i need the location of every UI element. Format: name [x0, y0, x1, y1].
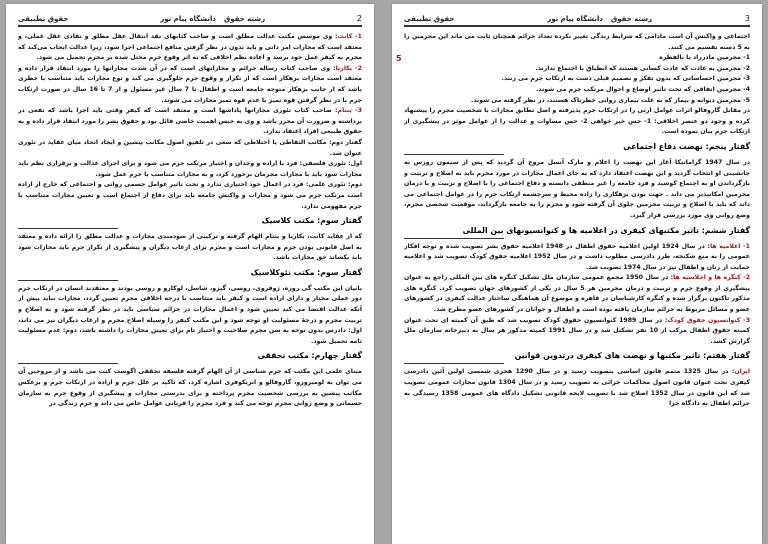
paragraph-text: اجتماعی و واکنش آن است مادامی که شرایط زندگی تغییر نکرده تعداد جرائم همچنان ثابت می ماند این مجرمین را به 5 دسته تقسیم می کنند. — [404, 33, 750, 51]
header-university: دانشگاه پیام نور — [160, 14, 216, 23]
paragraph-text: گفتار دوم: مکاتب التقاطی یا اختلاطی که سعی در تلفیق اصول مکاتب پیشین و ایجاد اتحاد میان عقاید در تئوری عنوان شد. — [18, 138, 362, 157]
header-course: حقوق تطبیقی — [403, 14, 455, 23]
heading-underline — [404, 238, 504, 239]
heading-underline — [404, 154, 504, 155]
paragraph-text: بانیان این مکتب گی روزه، ژوفروی، روسی، گیزو، شاسل، لوکارو و روسی بودند و معتقدند انسان در ارتکاب جرم دور عملی مختار و دارای اراده است و کیفر باید متناسب با درجه اخلاقی مجرم تعیین گردد، مجازات نباید بیش از آنکه عدالت اقتضا می کند تعیین شود و اعمال مجازات در جرائم سیاسی باید در نظر گرفته شود و به اصلاح و تربیت مجرم و درجهٔ مسئولیت او توجه شود و این مکتب کیفر را وسیله اصلاح مجرم و ارعاب دیگران نیز می داند، اول: دادرس بدون توجه به سن مجرم صلاحیت و اختیار تام برای تعیین مجازات را داشته باشد، دوم: عدم مسئولیت تامه تحمیل شود. — [18, 284, 362, 345]
paragraph — [18, 232, 362, 264]
paragraph — [18, 138, 362, 159]
paragraph-text: : وی صاحب کتاب رساله جرائم و مجازاتهای است که در آن شدت مجازاتها را مورد انتقاد قرار داده و معتقد است مجازات بزهکار است که از تکرار و وقوع جرم جلوگیری می کند و نوع مجازات باید متناسب با خطری باشد که از جانب بزهکار متوجه جامعه است و اطفال تا 7 سال غیر مسئول و از 7 تا 16 سال در صورت ارتکاب جرم با در نظر گرفتن قوه تمیز یا عدم قوه تمیز مجازات می شوند. — [18, 64, 362, 104]
page-header — [404, 12, 750, 27]
paragraph-text: 2- مجرمین به عادت که عادت کسانی هستند که انطباق با اجتماع ندارند. — [535, 64, 750, 72]
header-university: دانشگاه پیام نور — [547, 14, 603, 23]
paragraph-lead: 3- کنوانسیون حقوق کودک — [667, 316, 750, 324]
paragraph — [404, 53, 750, 64]
heading-underline — [18, 280, 118, 281]
section-heading: گفتار سوم: مکتب کلاسیک — [261, 216, 362, 226]
page-left — [6, 4, 374, 544]
paragraph-text: 1- مجرمین مادرزاد یا بالفطره — [659, 54, 750, 62]
margin-number: 5 — [396, 54, 402, 63]
header-major: رشته حقوق — [223, 14, 266, 23]
paragraph — [18, 106, 362, 138]
section-heading: گفتار پنجم: نهضت دفاع اجتماعی — [623, 141, 750, 151]
paragraph-text: اول: تئوری فلسفی: فرد با اراده و وجدان و اختیار مرتکب جرم می شود و برای اجرای عدالت و برقراری نظم باید مجازات شود باید با مجازات مجرمان برخورد کرد، و به مجازات متناسب با جرم عمل شود. — [18, 160, 362, 178]
paragraph — [404, 158, 750, 222]
paragraph-text: در سال 1947 گراماتیکا آغاز این نهضت را اعلام و مارک آنسل مروج آن گردید که پس از سیمون روزس به جانشینی او انتخاب گردید و این نهضت اعتقاد دارد که به جای اعمال مجازات در مورد مجرم باید به اصلاح و تربیت و بازگرداندن او به اجتماع کوشید و فرد جامعه را غیر منطقی دانسته و دفاع اجتماعی را با اصلاح و تربیت و با درمان مجرمین امکانپذیر می داند . جهت بودن بزهکاری را زاده محیط و سرچشمه ارتکاب جرم را در عوامل اجتماعی می داند که باید با اصلاح و تربیت مجرمین جلوی آن گرفته شود و مجرم را به جامعه بازگرداند، موقعیت شخصی مجرم، وضع روانی وی مورد بررسی قرار گیرد. — [404, 158, 750, 219]
paragraph — [404, 273, 750, 315]
paragraph-text: : در سال 1950 مجمع عمومی سازمان ملل تشکیل کنگره های بین المللی راجع به عنوان پیشگیری از وقوع جرم و تربیت و درمان مجرمین هر 5 سال در یکی از کشورهای جهان تصویب کرد. کنگره های مذکور تاکنون برگزار شده و کنگره کارشناسان در قاهره و موضوع آن هماهنگی ساختار عدالت کیفری در کشورهای عضو و مسائل مربوط به جرائم سازمان یافته بوده است و اطفال و جوانان در کشورهای عضو مطرح شد. — [404, 274, 750, 314]
paragraph — [18, 32, 362, 64]
paragraph-text: : صاحب کتاب تئوری مجازاتها پاداشها است و معتقد است که کیفر وقتی باید اجرا باشد که نفعی در برداشته و ضرورت آن محرز باشد و وی به حبس اهمیت خاصی قائل بود و حقوق بشر را مورد انتقاد قرار داده و به حقوق طبیعی افراد اعتقاد ندارد. — [18, 107, 362, 136]
heading-underline — [18, 363, 118, 364]
paragraph-text: در مقابل گاروفالو اثرات عوامل ارثی را در ارتکاب جرم پذیرفته و اصل تطابق مجازات با شخصیت مجرم را پیشنهاد کرده و وجود دو عنصر اخلاقی: 1- حس خیر خواهی 2- حس مساوات و عدالت را از عوامل موثر در پیشگیری از ارتکاب جرم بیان نموده است. — [404, 107, 750, 136]
paragraph-lead: 2- بکاریا — [335, 64, 362, 72]
paragraph-lead: 1- کانت — [337, 33, 362, 40]
paragraph — [18, 180, 362, 212]
heading-underline — [18, 228, 118, 229]
paragraph-text: مبنای علمی این مکتب که جرم شناسی از آن الهام گرفته فلسفه تحققی اگوست کنت می باشد و از مروجین آن می توان به لومبروزو، گاروفالو و انریکوفری اشاره کرد، که تاکید بر علل جرم و اراده در ارتکاب جرم و برعکس مکاتب پیشین به بررسی شخصیت مجرم پرداخته و برای بدرستی مجازات و پیشگیری از وقوع جرم به سازمان جسمانی و وضع روانی مجرم توجه می کند و فرد مجرم را قربانی عوامل خاص می داند و جرم زندگی در — [18, 368, 362, 408]
paragraph — [404, 32, 750, 53]
paragraph-text: 3- مجرمین احساساتی که بدون تفکر و تصمیم قبلی دست به ارتکاب جرم می زنند. — [501, 75, 750, 83]
section-heading: گفتار هفتم: تاثیر مکتبها و نهضت های کیفری درتدوین قوانین — [514, 351, 750, 361]
section-heading: گفتار سوم: مکتب نئوکلاسیک — [250, 267, 362, 277]
section-heading: گفتار ششم: تاثیر مکتبهای کیفری در اعلامیه ها و کنوانسیونهای بین المللی — [462, 225, 750, 235]
heading-underline — [404, 363, 504, 364]
paragraph-text: : در سال 1924 اولین اعلامیه حقوق اطفال در 1948 اعلامیه حقوق بشر تصویب شده و توجه افکار عمومی را به منع شکنجه، طرز دادرسی مطلوب داشت و در سال 1952 اعلامیه حقوق کودک تصویب شد و اعلامیه حمایت از زنان و اطفال نیز در سال 1974 تصویب شد. — [404, 242, 750, 271]
paragraph-lead: 1- اعلامیه ها — [709, 242, 750, 250]
paragraph-lead: 3- بنتام — [337, 107, 362, 115]
page-number: 2 — [356, 14, 362, 23]
paragraph — [404, 96, 750, 107]
header-major: رشته حقوق — [610, 14, 653, 23]
paragraph — [404, 242, 750, 274]
paragraph-text: : در سال 1325 متمم قانون اساسی بتصویب رسید و در سال 1290 هجری شمسی اولین آئین دادرسی کیفری تحت عنوان قانون اصول محاکمات جزائی به تصویب رسید و در سال 1304 قانون مجازات عمومی تصویب شد که این قانون در سال 1352 اصلاح شد با تصویب لایحه قانونی تشکیل دادگاه های عمومی 1358 رسیدگی به جرائم اطفال به دادگاه جزا — [404, 368, 750, 408]
page-number: 3 — [744, 14, 750, 23]
page-body — [404, 32, 750, 544]
paragraph-lead: ایران — [734, 368, 750, 376]
paragraph-text: 5- مجرمین دیوانه و بیمار که به علت بیماری روانی خطرناک هستند، در نظر گرفته می شوند. — [470, 96, 750, 104]
paragraph — [18, 284, 362, 348]
paragraph — [404, 316, 750, 348]
paragraph — [404, 106, 750, 138]
header-course: حقوق تطبیقی — [17, 14, 69, 23]
paragraph-lead: 2- کنگره ها و اجلاسیه ها — [673, 274, 750, 282]
page-body — [18, 32, 362, 544]
page-header — [18, 12, 362, 27]
paragraph — [404, 74, 750, 85]
paragraph — [18, 159, 362, 180]
paragraph — [18, 64, 362, 106]
paragraph-text: 4- مجرمین اتفاقی که تحت تاثیر اوضاع و احوال مرتکب جرم می شوند. — [536, 85, 750, 93]
paragraph-text: : در سال 1989 کنوانسیون حقوق کودک تصویب شد که طبق آن کمیته ای تحت عنوان کمیته حقوق اطفال مرکب از 10 نفر تشکیل شد و در سال 1991 کمیته مذکور هر سال به دبیرخانه سازمان ملل گزارش کشد. — [404, 316, 750, 345]
section-heading: گفتار چهارم: مکتب تحققی — [257, 351, 362, 361]
paragraph-text: : وی موسس مکتب عدالت مطلق است و صاحب کتابهای نقد انتقال عقل مطلق و نقادی عقل عملی، و معتقد است که مجازات امر ذاتی و باید بدون در نظر گرفتن منافع اجتماعی اجرا شود، زیرا عدالت ایجاب می‌کند که مجرم به کیفر عمل خود برسد و اعاده نظم اخلاقی که به اثر وقوع جرم مختل شده بر مجرم تحمیل می شود. — [18, 33, 362, 62]
page-right — [392, 4, 762, 544]
paragraph — [404, 367, 750, 409]
paragraph — [404, 85, 750, 96]
paragraph-text: دوم: تئوری علمی: فرد در اعمال خود اختیاری ندارد و تحت تاثیر عوامل جسمی روانی و اجتماعی که خارج از اراده است مرتکب جرم می شود و مجازات و واکنش جامعه باید برای دفاع از اجتماع است و تعیین مجازات متناسب با جرم مفهومی ندارد. — [18, 181, 362, 210]
paragraph — [18, 367, 362, 409]
paragraph-text: که از عقاید کانت، بکاریا و بنتام الهام گرفته و ترکیبی از سودمندی مجازات و عدالت مطلق را ارائه داده و معتقد به اصل قانونی بودن جرم و مجازات است و مجرم برای ارعاب دیگران و پیشگیری از تکرار جرم باید مجازات شود باید بکشاند حق مجازات باشد. — [18, 233, 362, 262]
paragraph — [404, 64, 750, 75]
